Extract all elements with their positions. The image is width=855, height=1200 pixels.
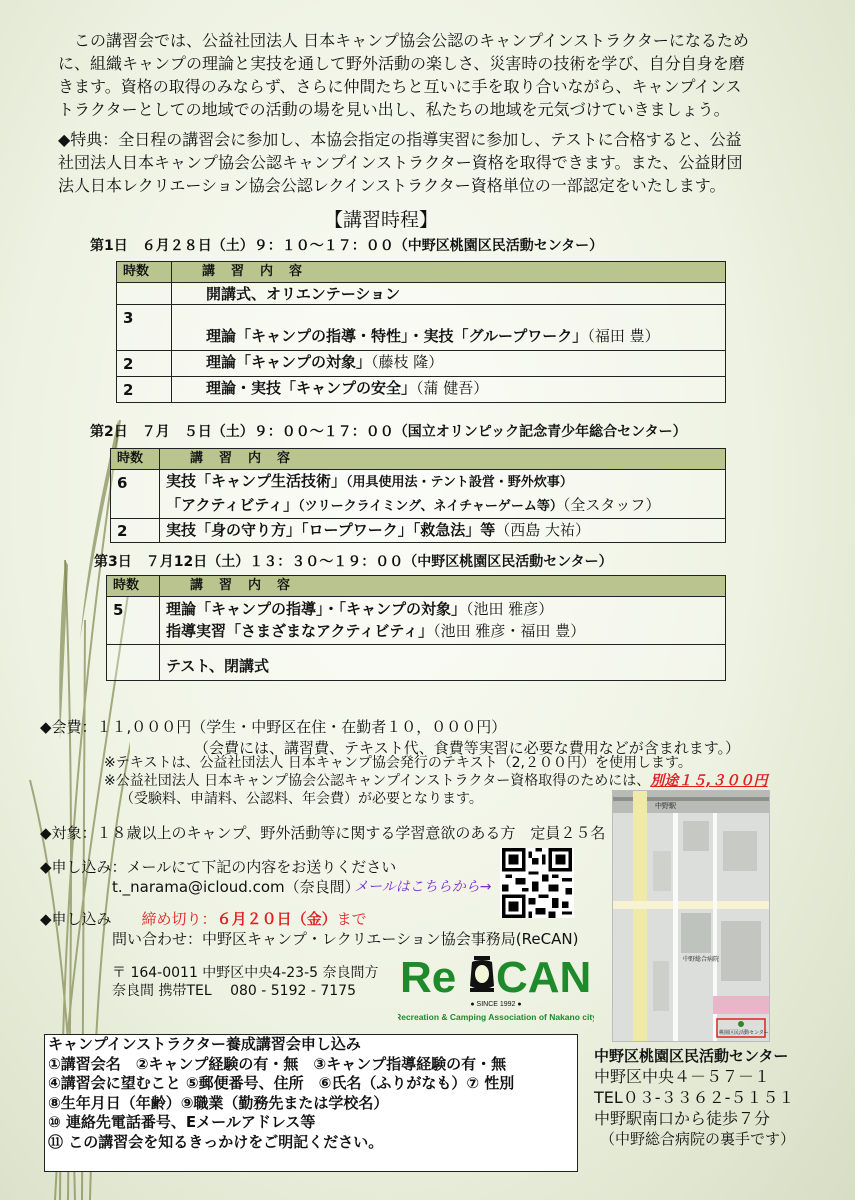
location-map[interactable] [612,790,770,1042]
email-address[interactable]: t._narama@icloud.com（奈良間） [112,878,360,896]
hours-cell: 3 [117,305,172,351]
deadline-label: ◆申し込み [40,910,142,928]
qualification-text: ※公益社団法人 日本キャンプ協会公認キャンプインストラクター資格取得のためには、 [104,773,651,789]
benefit-paragraph [58,128,742,197]
intro-paragraph [58,29,749,121]
venue-tel: TEL０３‐３３６２‐５１５１ [594,1088,795,1107]
session-title: 理論・実技「キャンプの安全」 [206,379,417,397]
session-title: 実技「キャンプ生活技術」 [166,472,347,490]
text-note: ※テキストは、公益社団法人 日本キャンプ協会発行のテキスト（2,２００円）を使用します。 [104,755,692,771]
logo-tagline: Recreation & Camping Association of Nakano city [398,1012,594,1022]
venue-access: 中野駅南口から徒歩７分 [594,1109,771,1128]
session-title: 理論「キャンプの指導」・「キャンプの対象」 [166,600,467,618]
content-header: 講習内容 [160,449,726,470]
instructor: （池田 雅彦・福田 豊） [433,622,586,640]
intro-line: トラクターとしての地域での活動の場を見い出し、私たちの地域を元気づけていきましょう。 [58,100,730,119]
logo-re: Re [400,953,457,1002]
session-cell [160,470,726,519]
venue-name: 中野区桃園区民活動センター [594,1047,789,1065]
hours-header: 時数 [107,576,160,597]
session-title: テスト、閉講式 [166,657,270,675]
map-hospital-label: 中野総合病院 [683,956,720,963]
hours-cell: 2 [111,519,160,543]
target-line: ◆対象：１８歳以上のキャンプ、野外活動等に関する学習意欲のある方 定員２５名 [40,824,606,842]
session-title: 指導実習「さまざまなアクティビティ」 [166,622,434,640]
fee-line: ◆会費：１１,０００円（学生・中野区在住・在勤者１０，０００円） [40,718,507,736]
session-cell [172,283,726,305]
hours-cell: 6 [111,470,160,519]
deadline-date: ６月２０日（金） [216,910,337,928]
session-cell [160,519,726,543]
content-header: 講習内容 [160,576,726,597]
session-title: 「アクティビティ」 [166,496,299,514]
instructor: （蒲 健吾） [416,379,489,397]
benefit-line: 法人日本レクリエーション協会公認レクインストラクター資格単位の一部認定をいたします。 [58,176,726,195]
application-item: ④講習会に望むこと ⑤郵便番号、住所 ⑥氏名（ふりがなも）⑦ 性別 [48,1074,515,1092]
contact-line: 問い合わせ：中野区キャンプ・レクリエーション協会事務局(ReCAN) [112,930,579,948]
deadline-prefix: 締め切り： [141,910,217,928]
application-box [44,1034,578,1172]
instructor: （西島 大祐） [495,521,591,539]
apply-line: ◆申し込み：メールにて下記の内容をお送りください [40,858,397,876]
instructor: （池田 雅彦） [466,600,554,618]
application-item: ⑪ この講習会を知るきっかけをご明記ください。 [48,1132,384,1151]
instructor: （福田 豊） [587,327,660,345]
session-cell [160,645,726,681]
application-title: キャンプインストラクター養成講習会申し込み [48,1035,361,1053]
schedule-title: 【講習時程】 [324,209,439,231]
lantern-icon [470,956,494,992]
deadline-suffix: まで [336,910,367,928]
session-title: 開講式、オリエンテーション [206,285,401,303]
instructor: （藤枝 隆） [371,353,444,371]
session-cell [160,597,726,645]
session-note: （用具使用法・テント設営・野外炊事） [346,475,573,490]
application-item: ⑧生年月日（年齢）⑨職業（勤務先または学校名） [48,1093,389,1112]
intro-line: に、組織キャンプの理論と実技を通して野外活動の楽しさ、災害時の技術を学び、自分自身を磨 [58,54,745,73]
hours-cell [107,645,160,681]
logo-since: ● SINCE 1992 ● [470,1001,522,1008]
application-item: ①講習会名 ②キャンプ経験の有・無 ③キャンプ指導経験の有・無 [48,1054,507,1073]
map-graphic [613,791,769,1041]
session-title: 実技「身の守り方」「ロープワーク」「救急法」等 [166,521,496,539]
hours-cell: 2 [117,351,172,377]
benefit-line: 社団法人日本キャンプ協会公認キャンプインストラクター資格を取得できます。また、公益財団 [58,153,743,172]
hours-cell [117,283,172,305]
venue-address: 中野区中央４－５７－１ [594,1067,771,1086]
day1-heading: 第1日 ６月２８日（土）９：１０～１７：００（中野区桃園区民活動センター） [90,238,604,254]
logo-can: CAN [496,953,592,1002]
session-title: 理論「キャンプの指導・特性」・実技「グループワーク」 [206,327,588,345]
venue-note: （中野総合病院の裏手です） [600,1130,796,1148]
instructor: （全スタッフ） [562,496,661,514]
extra-fee: 別途１５,３００円 [650,773,768,789]
day3-heading: 第3日 ７月12日（土）１３：３０～１９：００（中野区桃園区民活動センター） [94,554,613,570]
recan-logo-graphic [398,950,594,1028]
fee-note: （会費には、講習費、テキスト代、食費等実習に必要な費用などが含まれます。） [194,739,741,757]
phone-line: 奈良間 携帯TEL 080 - 5192 - 7175 [112,983,356,999]
content-header: 講習内容 [172,262,726,283]
venue-info [594,1046,795,1150]
hours-header: 時数 [117,262,172,283]
hours-cell: 2 [117,377,172,403]
intro-line: この講習会では、公益社団法人 日本キャンプ協会公認のキャンプインストラクターになるため [58,31,749,50]
hours-cell: 5 [107,597,160,645]
session-cell [172,377,726,403]
map-station-label: 中野駅 [655,802,676,810]
application-item: ⑩ 連絡先電話番号、Eメールアドレス等 [48,1113,316,1131]
qr-code[interactable] [500,848,574,918]
benefit-line: ◆特典：全日程の講習会に参加し、本協会指定の指導実習に参加し、テストに合格すると、公益 [58,130,742,149]
recan-logo [398,950,594,1028]
hours-header: 時数 [111,449,160,470]
session-cell [172,305,726,351]
mail-link[interactable]: メールはこちらから→ [354,879,492,895]
intro-line: きます。資格の取得のみならず、さらに仲間たちと互いに手を取り合いながら、キャンプインス [58,77,742,96]
day3-table [106,575,726,681]
qualification-fees: （受験料、申請料、公認料、年会費）が必要となります。 [120,791,483,807]
session-cell [172,351,726,377]
address-line: 〒 164-0011 中野区中央4-23-5 奈良間方 [112,965,379,981]
session-title: 理論「キャンプの対象」 [206,353,372,371]
day2-heading: 第2日 ７月 ５日（土）９：００～１７：００（国立オリンピック記念青少年総合センター） [90,424,687,440]
day2-table [110,448,726,543]
day1-table [116,261,726,403]
map-center-label: 桃園区民活動センター [719,1030,769,1036]
session-note: （ツリークライミング、ネイチャーゲーム等） [298,499,563,514]
